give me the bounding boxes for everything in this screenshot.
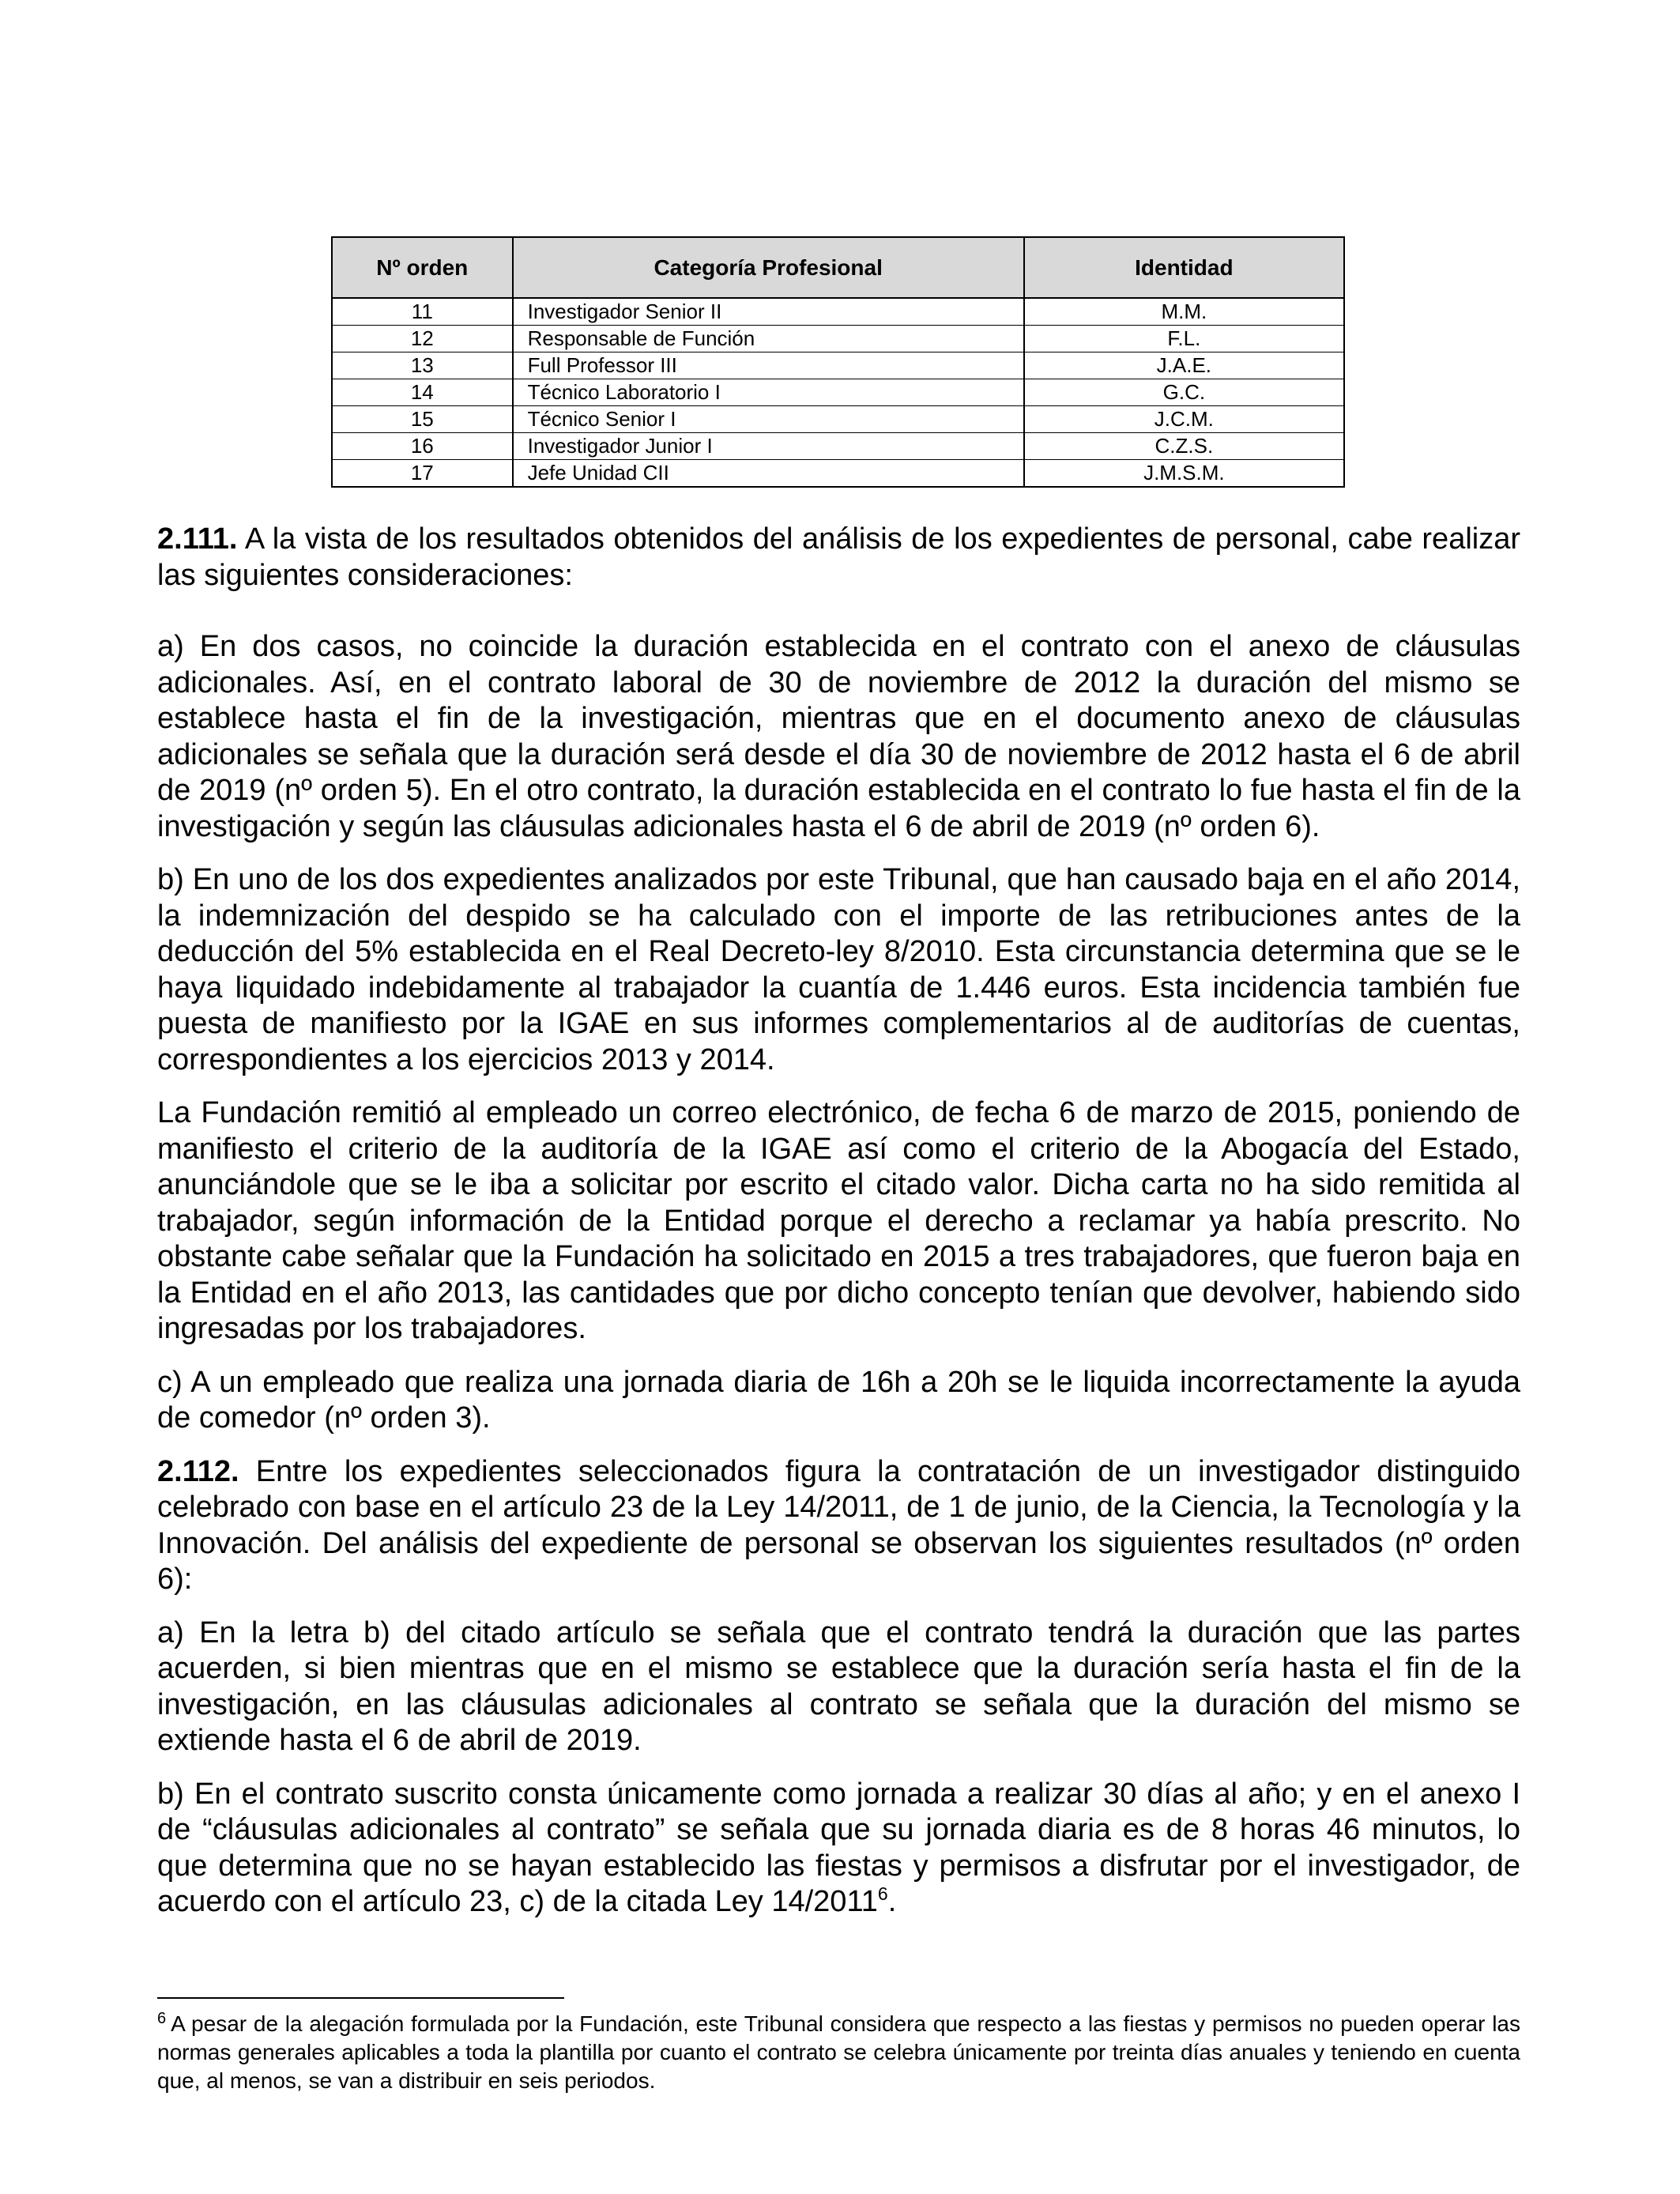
cell-category: Técnico Laboratorio I bbox=[513, 379, 1024, 406]
paragraph-2-111-b: b) En uno de los dos expedientes analizados por este Tribunal, que han causado baja en el año 2014, la indemnización del despido se ha calculado con el importe de las retribuciones antes de la deducción del 5% establecida en el Real Decreto-ley 8/2010. Esta circunstancia determina que se le haya liquidado indebidamente al trabajador la cuantía de 1.446 euros. Esta incidencia también fue puesta de manifiesto por la IGAE en sus informes complementarios al de auditorías de cuentas, correspondientes a los ejercicios 2013 y 2014. bbox=[157, 863, 1520, 1076]
cell-order-number: 15 bbox=[332, 406, 513, 433]
paragraph-text: A la vista de los resultados obtenidos del análisis de los expedientes de personal, cabe realizar las siguientes consideraciones: bbox=[157, 522, 1520, 592]
paragraph-end: . bbox=[887, 1885, 897, 1918]
cell-identity: J.M.S.M. bbox=[1024, 460, 1344, 488]
paragraph-2-111-c: c) A un empleado que realiza una jornada diaria de 16h a 20h se le liquida incorrectamente la ayuda de comedor (nº orden 3). bbox=[157, 1365, 1520, 1434]
cell-order-number: 17 bbox=[332, 460, 513, 488]
footnote-text: A pesar de la alegación formulada por la Fundación, este Tribunal considera que respecto a las fiestas y permisos no pueden operar las normas generales aplicables a toda la plantilla por cuanto el contrato se celebra únicamente por treinta días anuales y teniendo en cuenta que, al menos, se van a distribuir en seis periodos. bbox=[157, 2011, 1520, 2093]
table-row bbox=[332, 379, 1344, 406]
paragraph-2-112 bbox=[157, 1454, 1520, 1598]
table-row bbox=[332, 326, 1344, 352]
cell-category: Técnico Senior I bbox=[513, 406, 1024, 433]
cell-order-number: 16 bbox=[332, 433, 513, 460]
cell-category: Investigador Junior I bbox=[513, 433, 1024, 460]
body-text bbox=[157, 522, 1520, 1938]
paragraph-text: Entre los expedientes seleccionados figura la contratación de un investigador distinguido celebrado con base en el artículo 23 de la Ley 14/2011, de 1 de junio, de la Ciencia, la Tecnología y la Innovación. Del análisis del expediente de personal se observan los siguientes resultados (nº orden 6): bbox=[157, 1454, 1520, 1596]
cell-order-number: 12 bbox=[332, 326, 513, 352]
paragraph-number: 2.112. bbox=[157, 1454, 239, 1488]
paragraph-2-111-a: a) En dos casos, no coincide la duración establecida en el contrato con el anexo de cláusulas adicionales. Así, en el contrato laboral de 30 de noviembre de 2012 la duración del mismo se establece hasta el fin de la investigación, mientras que en el documento anexo de cláusulas adicionales se señala que la duración será desde el día 30 de noviembre de 2012 hasta el 6 de abril de 2019 (nº orden 5). En el otro contrato, la duración establecida en el contrato lo fue hasta el fin de la investigación y según las cláusulas adicionales hasta el 6 de abril de 2019 (nº orden 6). bbox=[157, 630, 1520, 843]
cell-category: Investigador Senior II bbox=[513, 298, 1024, 326]
header-professional-category: Categoría Profesional bbox=[513, 237, 1024, 298]
cell-identity: J.C.M. bbox=[1024, 406, 1344, 433]
cell-category: Full Professor III bbox=[513, 352, 1024, 379]
paragraph-fundacion: La Fundación remitió al empleado un correo electrónico, de fecha 6 de marzo de 2015, poniendo de manifiesto el criterio de la auditoría de la IGAE así como el criterio de la Abogacía del Estado, anunciándole que se le iba a solicitar por escrito el citado valor. Dicha carta no ha sido remitida al trabajador, según información de la Entidad porque el derecho a reclamar ya había prescrito. No obstante cabe señalar que la Fundación ha solicitado en 2015 a tres trabajadores, que fueron baja en la Entidad en el año 2013, las cantidades que por dicho concepto tenían que devolver, habiendo sido ingresadas por los trabajadores. bbox=[157, 1096, 1520, 1345]
footnote bbox=[157, 2010, 1520, 2095]
cell-order-number: 11 bbox=[332, 298, 513, 326]
cell-category: Jefe Unidad CII bbox=[513, 460, 1024, 488]
footnote-separator bbox=[157, 1997, 564, 1999]
header-identity: Identidad bbox=[1024, 237, 1344, 298]
table-row bbox=[332, 406, 1344, 433]
cell-order-number: 14 bbox=[332, 379, 513, 406]
cell-identity: M.M. bbox=[1024, 298, 1344, 326]
paragraph-2-111 bbox=[157, 522, 1520, 594]
cell-identity: C.Z.S. bbox=[1024, 433, 1344, 460]
header-order-number: Nº orden bbox=[332, 237, 513, 298]
paragraph-text: b) En el contrato suscrito consta únicamente como jornada a realizar 30 días al año; y en el anexo I de “cláusulas adicionales al contrato” se señala que su jornada diaria es de 8 horas 46 minutos, lo que determina que no se hayan establecido las fiestas y permisos a disfrutar por el investigador, de acuerdo con el artículo 23, c) de la citada Ley 14/2011 bbox=[157, 1777, 1520, 1918]
table-row bbox=[332, 298, 1344, 326]
footnote-mark: 6 bbox=[157, 2010, 167, 2027]
cell-order-number: 13 bbox=[332, 352, 513, 379]
staff-table bbox=[331, 236, 1345, 488]
footnote-reference[interactable]: 6 bbox=[877, 1883, 888, 1904]
paragraph-2-112-b bbox=[157, 1777, 1520, 1921]
cell-identity: J.A.E. bbox=[1024, 352, 1344, 379]
paragraph-number: 2.111. bbox=[157, 522, 238, 556]
cell-identity: F.L. bbox=[1024, 326, 1344, 352]
table-header-row bbox=[332, 237, 1344, 298]
table-row bbox=[332, 460, 1344, 488]
table-row bbox=[332, 433, 1344, 460]
paragraph-2-112-a: a) En la letra b) del citado artículo se señala que el contrato tendrá la duración que las partes acuerden, si bien mientras que en el mismo se establece que la duración sería hasta el fin de la investigación, en las cláusulas adicionales al contrato se señala que la duración del mismo se extiende hasta el 6 de abril de 2019. bbox=[157, 1615, 1520, 1757]
table-row bbox=[332, 352, 1344, 379]
cell-category: Responsable de Función bbox=[513, 326, 1024, 352]
cell-identity: G.C. bbox=[1024, 379, 1344, 406]
